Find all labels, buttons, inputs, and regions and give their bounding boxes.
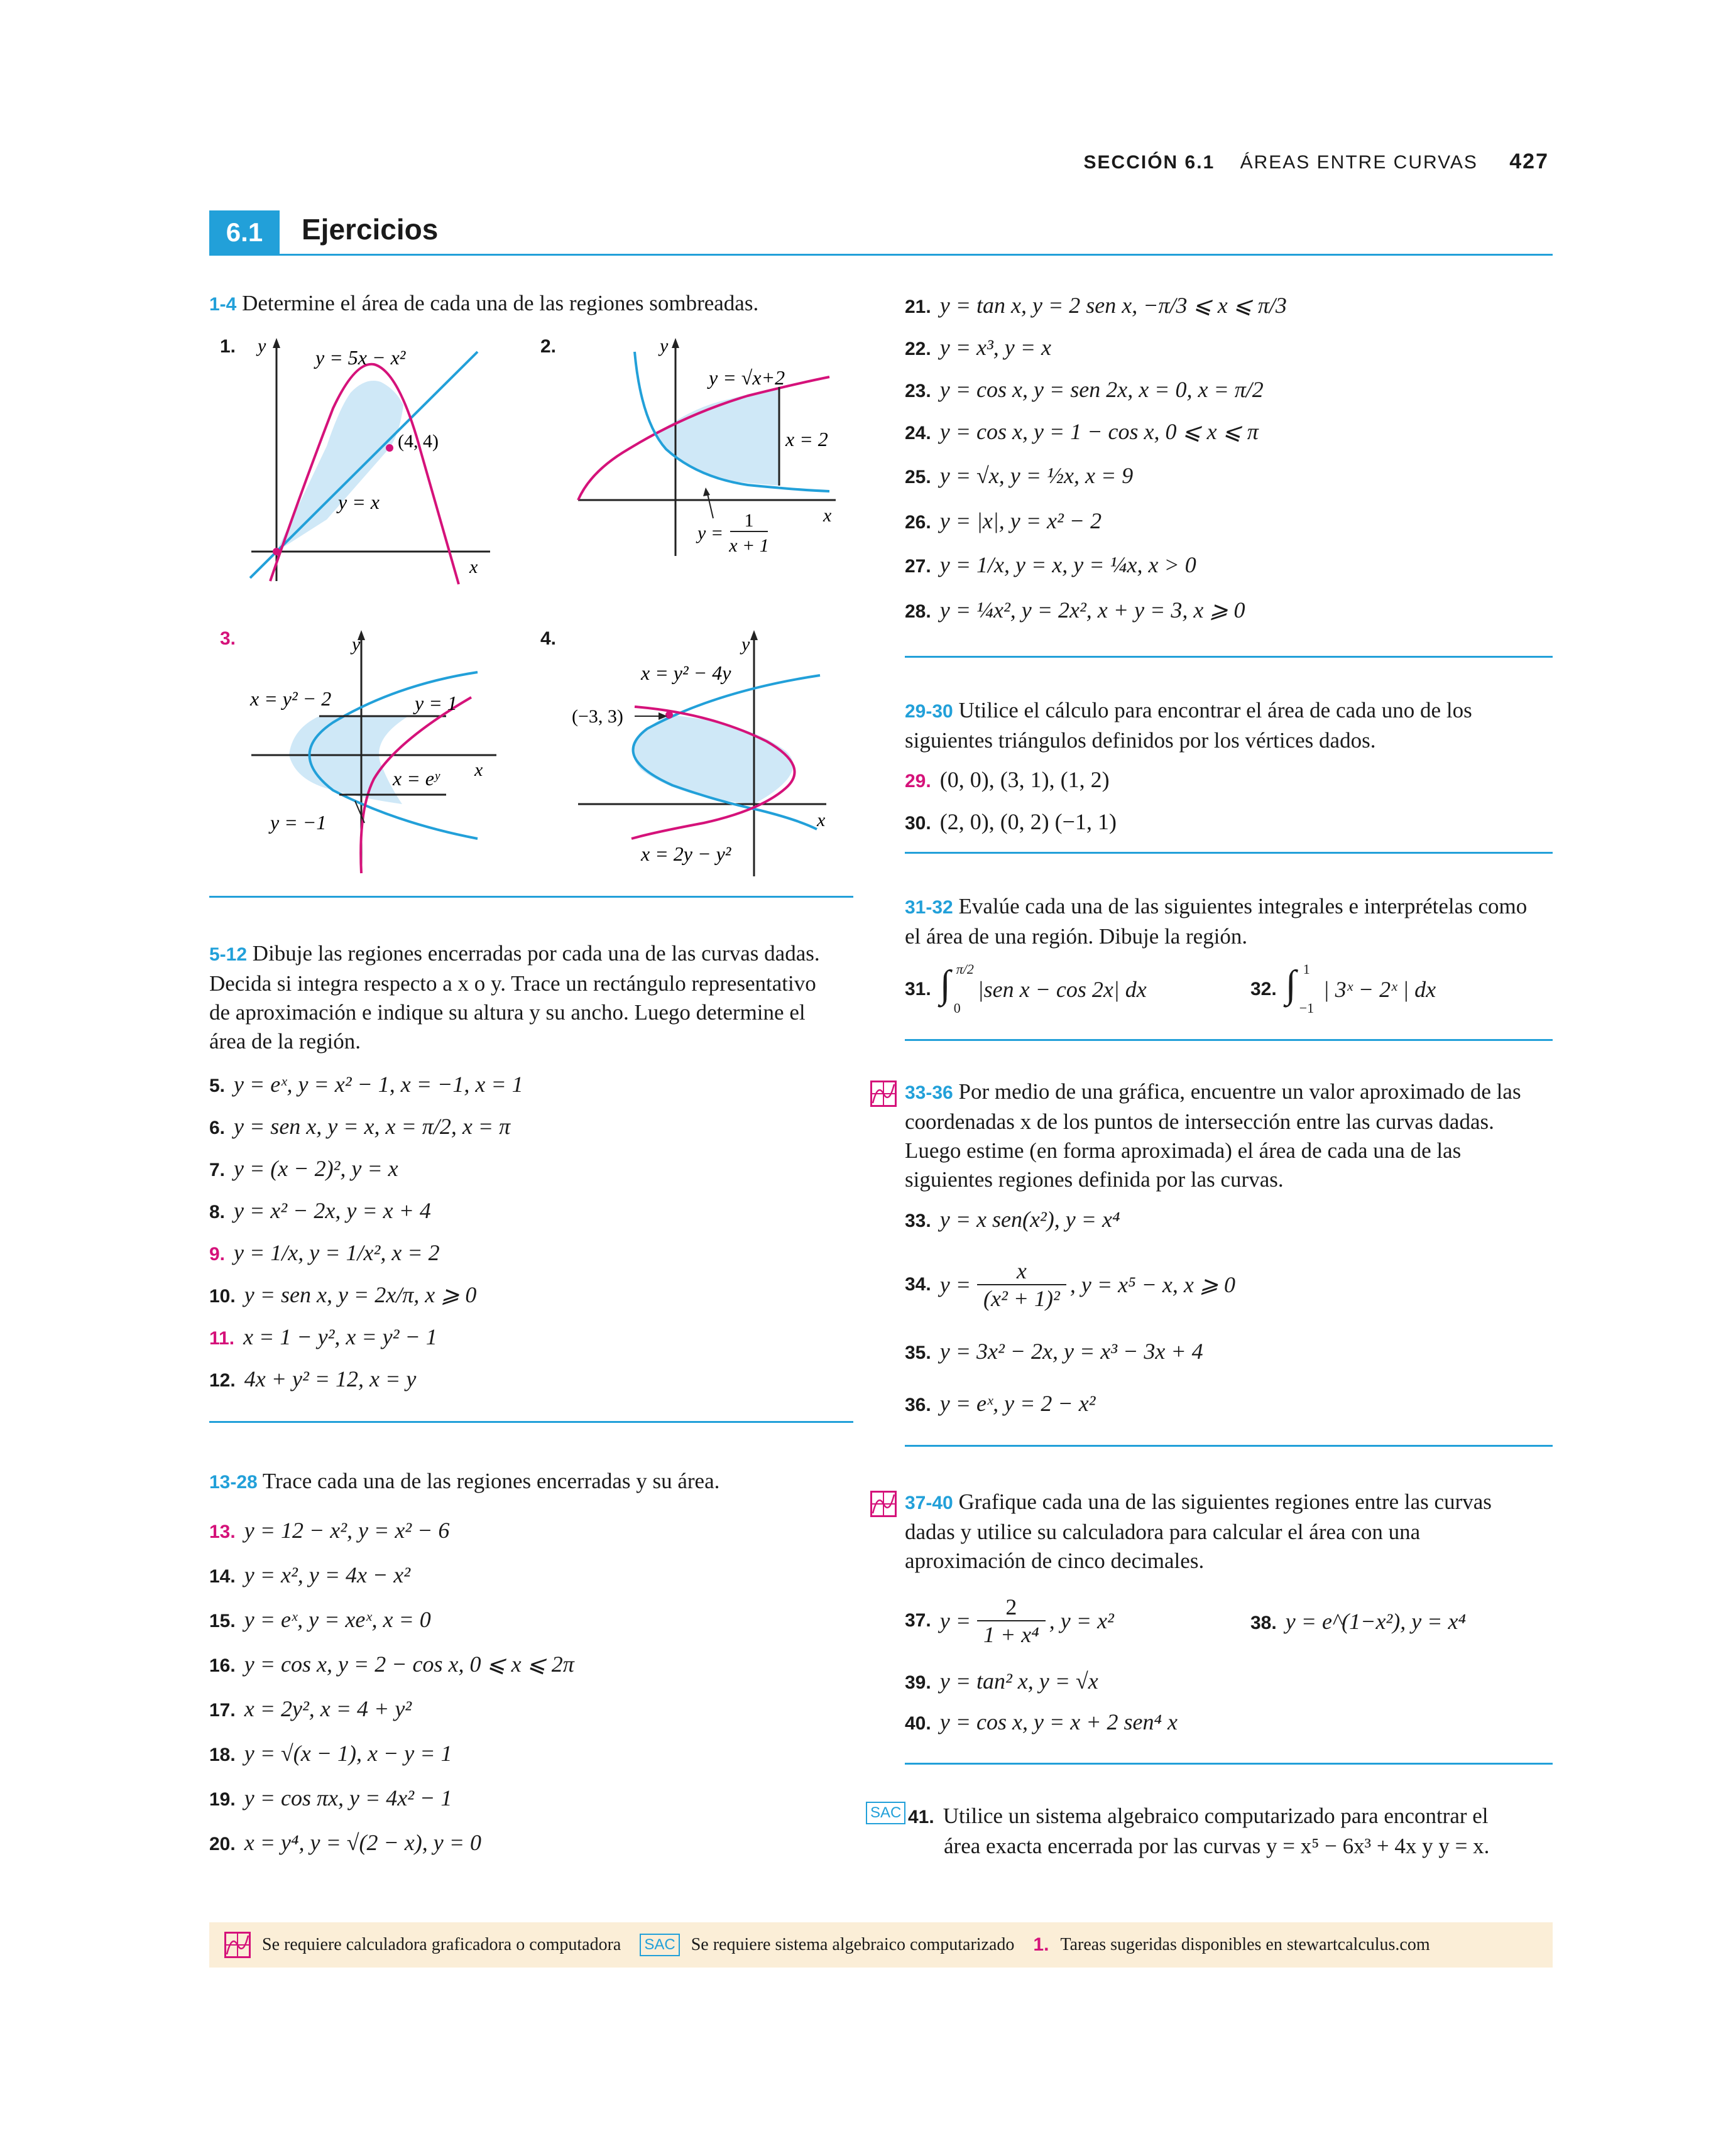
figure-4 [559,622,836,886]
instructions-33-36 [905,1077,1539,1194]
fig1-ylab: y [258,335,266,356]
problem-6: 6. y = sen x, y = x, x = π/2, x = π [209,1114,511,1139]
rule-right-4 [905,1445,1553,1447]
fig1-line-label: y = x [338,491,380,513]
footer-graph-text: Se requiere calculadora graficadora o computadora [262,1935,621,1954]
problem-10: 10. y = sen x, y = 2x/π, x ⩾ 0 [209,1282,477,1307]
footer-sac-badge: SAC [640,1934,679,1956]
rule-right-5 [905,1763,1553,1765]
problem-22: 22. y = x³, y = x [905,335,1052,360]
footer-tareas-link[interactable]: Tareas sugeridas disponibles en stewartcalculus.com [1060,1935,1430,1954]
problem-11: 11. x = 1 − y², x = y² − 1 [209,1324,437,1349]
fig1-curve-label: y = 5x − x² [315,346,406,369]
fig3-xlab: x [474,760,483,780]
range-1-4: 1-4 [209,294,237,315]
section-number: 6.1 [226,217,263,247]
fig4-ylab: y [741,634,750,655]
instr-text-31-32: Evalúe cada una de las siguientes integrales e interprételas como el área de una región. Dibuje la región. [905,894,1528,949]
problem-5: 5. y = eˣ, y = x² − 1, x = −1, x = 1 [209,1072,523,1097]
fig3-number: 3. [220,628,236,649]
p41-line1: Utilice un sistema algebraico computarizado para encontrar el [943,1804,1489,1828]
instructions-29-30 [905,696,1539,755]
problem-19: 19. y = cos πx, y = 4x² − 1 [209,1785,452,1810]
instr-text-13-28: Trace cada una de las regiones encerradas y su área. [262,1469,720,1493]
fig4-xlab: x [817,810,826,830]
problem-26: 26. y = |x|, y = x² − 2 [905,508,1102,533]
instr-text-29-30: Utilice el cálculo para encontrar el área de cada uno de los siguientes triángulos definidos por los vértices dados. [905,698,1472,753]
rule-right-1 [905,656,1553,658]
fig3-c2: y = 1 [415,692,457,714]
problem-32: 32. ∫ 1 −1 | 3ˣ − 2ˣ | dx [1250,961,1436,1016]
problem-39: 39. y = tan² x, y = √x [905,1669,1098,1694]
problem-29: 29. (0, 0), (3, 1), (1, 2) [905,767,1110,792]
problem-13: 13. y = 12 − x², y = x² − 6 [209,1518,450,1543]
section-number-box [209,210,280,254]
problems-5-12 [209,1071,523,1408]
fig2-ylab: y [660,335,669,356]
range-13-28: 13-28 [209,1472,258,1493]
instructions-13-28 [209,1467,838,1497]
instructions-1-4 [209,289,850,319]
problems-21-28 [905,292,1287,641]
range-29-30: 29-30 [905,701,953,722]
problem-41: 41. Utilice un sistema algebraico computarizado para encontrar el área exacta encerrada por las curvas y = x⁵ − 6x³ + 4x y y = x. [908,1802,1555,1861]
fig3-c3: x = eʸ [393,767,440,790]
fig2-curve-label: y = √x+2 [709,366,785,389]
fig4-c2: (−3, 3) [572,706,623,727]
graphing-calculator-icon [224,1932,251,1958]
p32-upper: 1 [1303,961,1310,977]
problem-12: 12. 4x + y² = 12, x = y [209,1366,417,1391]
instr-text-5-12: Dibuje las regiones encerradas por cada una de las curvas dadas. Decida si integra respecto a x o y. Trace un rectángulo representativo de aproximación e indique su altura y su ancho. Luego determine el área de la región. [209,941,820,1054]
problem-27: 27. y = 1/x, y = x, y = ¼x, x > 0 [905,552,1196,577]
problem-9: 9. y = 1/x, y = 1/x², x = 2 [209,1240,440,1265]
problem-18: 18. y = √(x − 1), x − y = 1 [209,1741,452,1766]
p31-integrand: |sen x − cos 2x| dx [977,977,1147,1002]
problem-38: 38. y = e^(1−x²), y = x⁴ [1250,1609,1466,1634]
sac-badge: SAC [866,1802,905,1824]
problems-29-30 [905,766,1117,851]
footer-legend [209,1922,1553,1968]
fig1-xlab: x [469,557,478,577]
problem-17: 17. x = 2y², x = 4 + y² [209,1696,412,1721]
fig4-number: 4. [540,628,557,649]
rule-right-3 [905,1039,1553,1041]
range-37-40: 37-40 [905,1493,953,1513]
problem-33: 33. y = x sen(x²), y = x⁴ [905,1207,1120,1232]
fig3-c1: x = y² − 2 [250,687,332,710]
range-33-36: 33-36 [905,1082,953,1103]
instructions-5-12 [209,939,838,1056]
header-topic: ÁREAS ENTRE CURVAS [1240,152,1478,173]
fig4-c3: x = 2y − y² [641,842,731,865]
running-header [1084,150,1549,174]
fig2-hyp-num: 1 [744,510,754,531]
problem-28: 28. y = ¼x², y = 2x², x + y = 3, x ⩾ 0 [905,597,1245,623]
problem-7: 7. y = (x − 2)², y = x [209,1156,398,1181]
figure-1 [239,327,503,591]
problem-16: 16. y = cos x, y = 2 − cos x, 0 ⩽ x ⩽ 2π [209,1652,574,1677]
problem-23: 23. y = cos x, y = sen 2x, x = 0, x = π/2 [905,377,1264,402]
page-number: 427 [1509,150,1549,173]
problem-30: 30. (2, 0), (0, 2) (−1, 1) [905,809,1117,834]
fig1-point-label: (4, 4) [398,431,439,452]
title-rule [209,254,1553,256]
rule-left-1 [209,896,853,898]
instr-text-1-4: Determine el área de cada una de las regiones sombreadas. [242,291,759,315]
rule-left-2 [209,1421,853,1423]
footer-num: 1. [1033,1934,1049,1955]
problem-24: 24. y = cos x, y = 1 − cos x, 0 ⩽ x ⩽ π [905,419,1259,444]
range-5-12: 5-12 [209,944,248,965]
figure-3 [239,622,515,886]
p31-upper: π/2 [956,961,974,977]
fig2-number: 2. [540,336,557,357]
problem-35: 35. y = 3x² − 2x, y = x³ − 3x + 4 [905,1339,1203,1364]
graphing-calculator-icon [870,1491,897,1517]
fig3-shade [289,716,408,804]
footer-sac-text: Se requiere sistema algebraico computarizado [691,1935,1015,1954]
p32-integrand: | 3ˣ − 2ˣ | dx [1323,977,1436,1002]
p31-lower: 0 [953,1000,961,1016]
fig2-hyp-pre: y = [697,523,724,543]
problem-21: 21. y = tan x, y = 2 sen x, −π/3 ⩽ x ⩽ π/3 [905,293,1287,318]
p32-lower: −1 [1299,1000,1315,1016]
instructions-37-40 [905,1488,1539,1576]
problem-20: 20. x = y⁴, y = √(2 − x), y = 0 [209,1830,482,1855]
fig2-hyp-den: x + 1 [729,535,769,556]
graphing-calculator-icon [870,1081,897,1107]
p41-line2: área exacta encerrada por las curvas y = x⁵ − 6x³ + 4x y y = x. [944,1834,1490,1858]
fig3-c4: y = −1 [270,811,327,834]
range-31-32: 31-32 [905,897,953,918]
problem-37: 37. y = 2 1 + x⁴ , y = x² [905,1594,1114,1647]
problems-13-20 [209,1517,574,1874]
fig1-shade [276,381,403,552]
problem-36: 36. y = eˣ, y = 2 − x² [905,1391,1096,1416]
problem-8: 8. y = x² − 2x, y = x + 4 [209,1198,431,1223]
fig4-c1: x = y² − 4y [641,662,731,684]
figure-2 [559,327,848,565]
problem-40: 40. y = cos x, y = x + 2 sen⁴ x [905,1709,1178,1734]
problem-31: 31. ∫ π/2 0 |sen x − cos 2x| dx [905,961,1147,1016]
instr-text-37-40: Grafique cada una de las siguientes regiones entre las curvas dadas y utilice su calculadora para calcular el área con una aproximación de cinco decimales. [905,1489,1492,1573]
section-title: Ejercicios [302,213,439,246]
instructions-31-32 [905,892,1539,951]
problem-25: 25. y = √x, y = ½x, x = 9 [905,463,1134,488]
fig2-vline-label: x = 2 [785,428,828,450]
problem-34: 34. y = x (x² + 1)² , y = x⁵ − x, x ⩾ 0 [905,1258,1236,1311]
rule-right-2 [905,852,1553,854]
fig1-point [386,444,393,452]
instr-text-33-36: Por medio de una gráfica, encuentre un valor aproximado de las coordenadas x de los puntos de intersección entre las curvas dadas. Luego estime (en forma aproximada) el área de cada una de las siguientes regiones definida por las curvas. [905,1079,1521,1192]
fig2-xlab: x [823,505,832,526]
fig1-number: 1. [220,336,236,357]
fig3-ylab: y [352,634,361,655]
problem-15: 15. y = eˣ, y = xeˣ, x = 0 [209,1607,431,1632]
header-section: SECCIÓN 6.1 [1083,152,1215,173]
fig4-shade [633,715,793,804]
problem-14: 14. y = x², y = 4x − x² [209,1562,411,1587]
fig4-point [665,711,673,719]
